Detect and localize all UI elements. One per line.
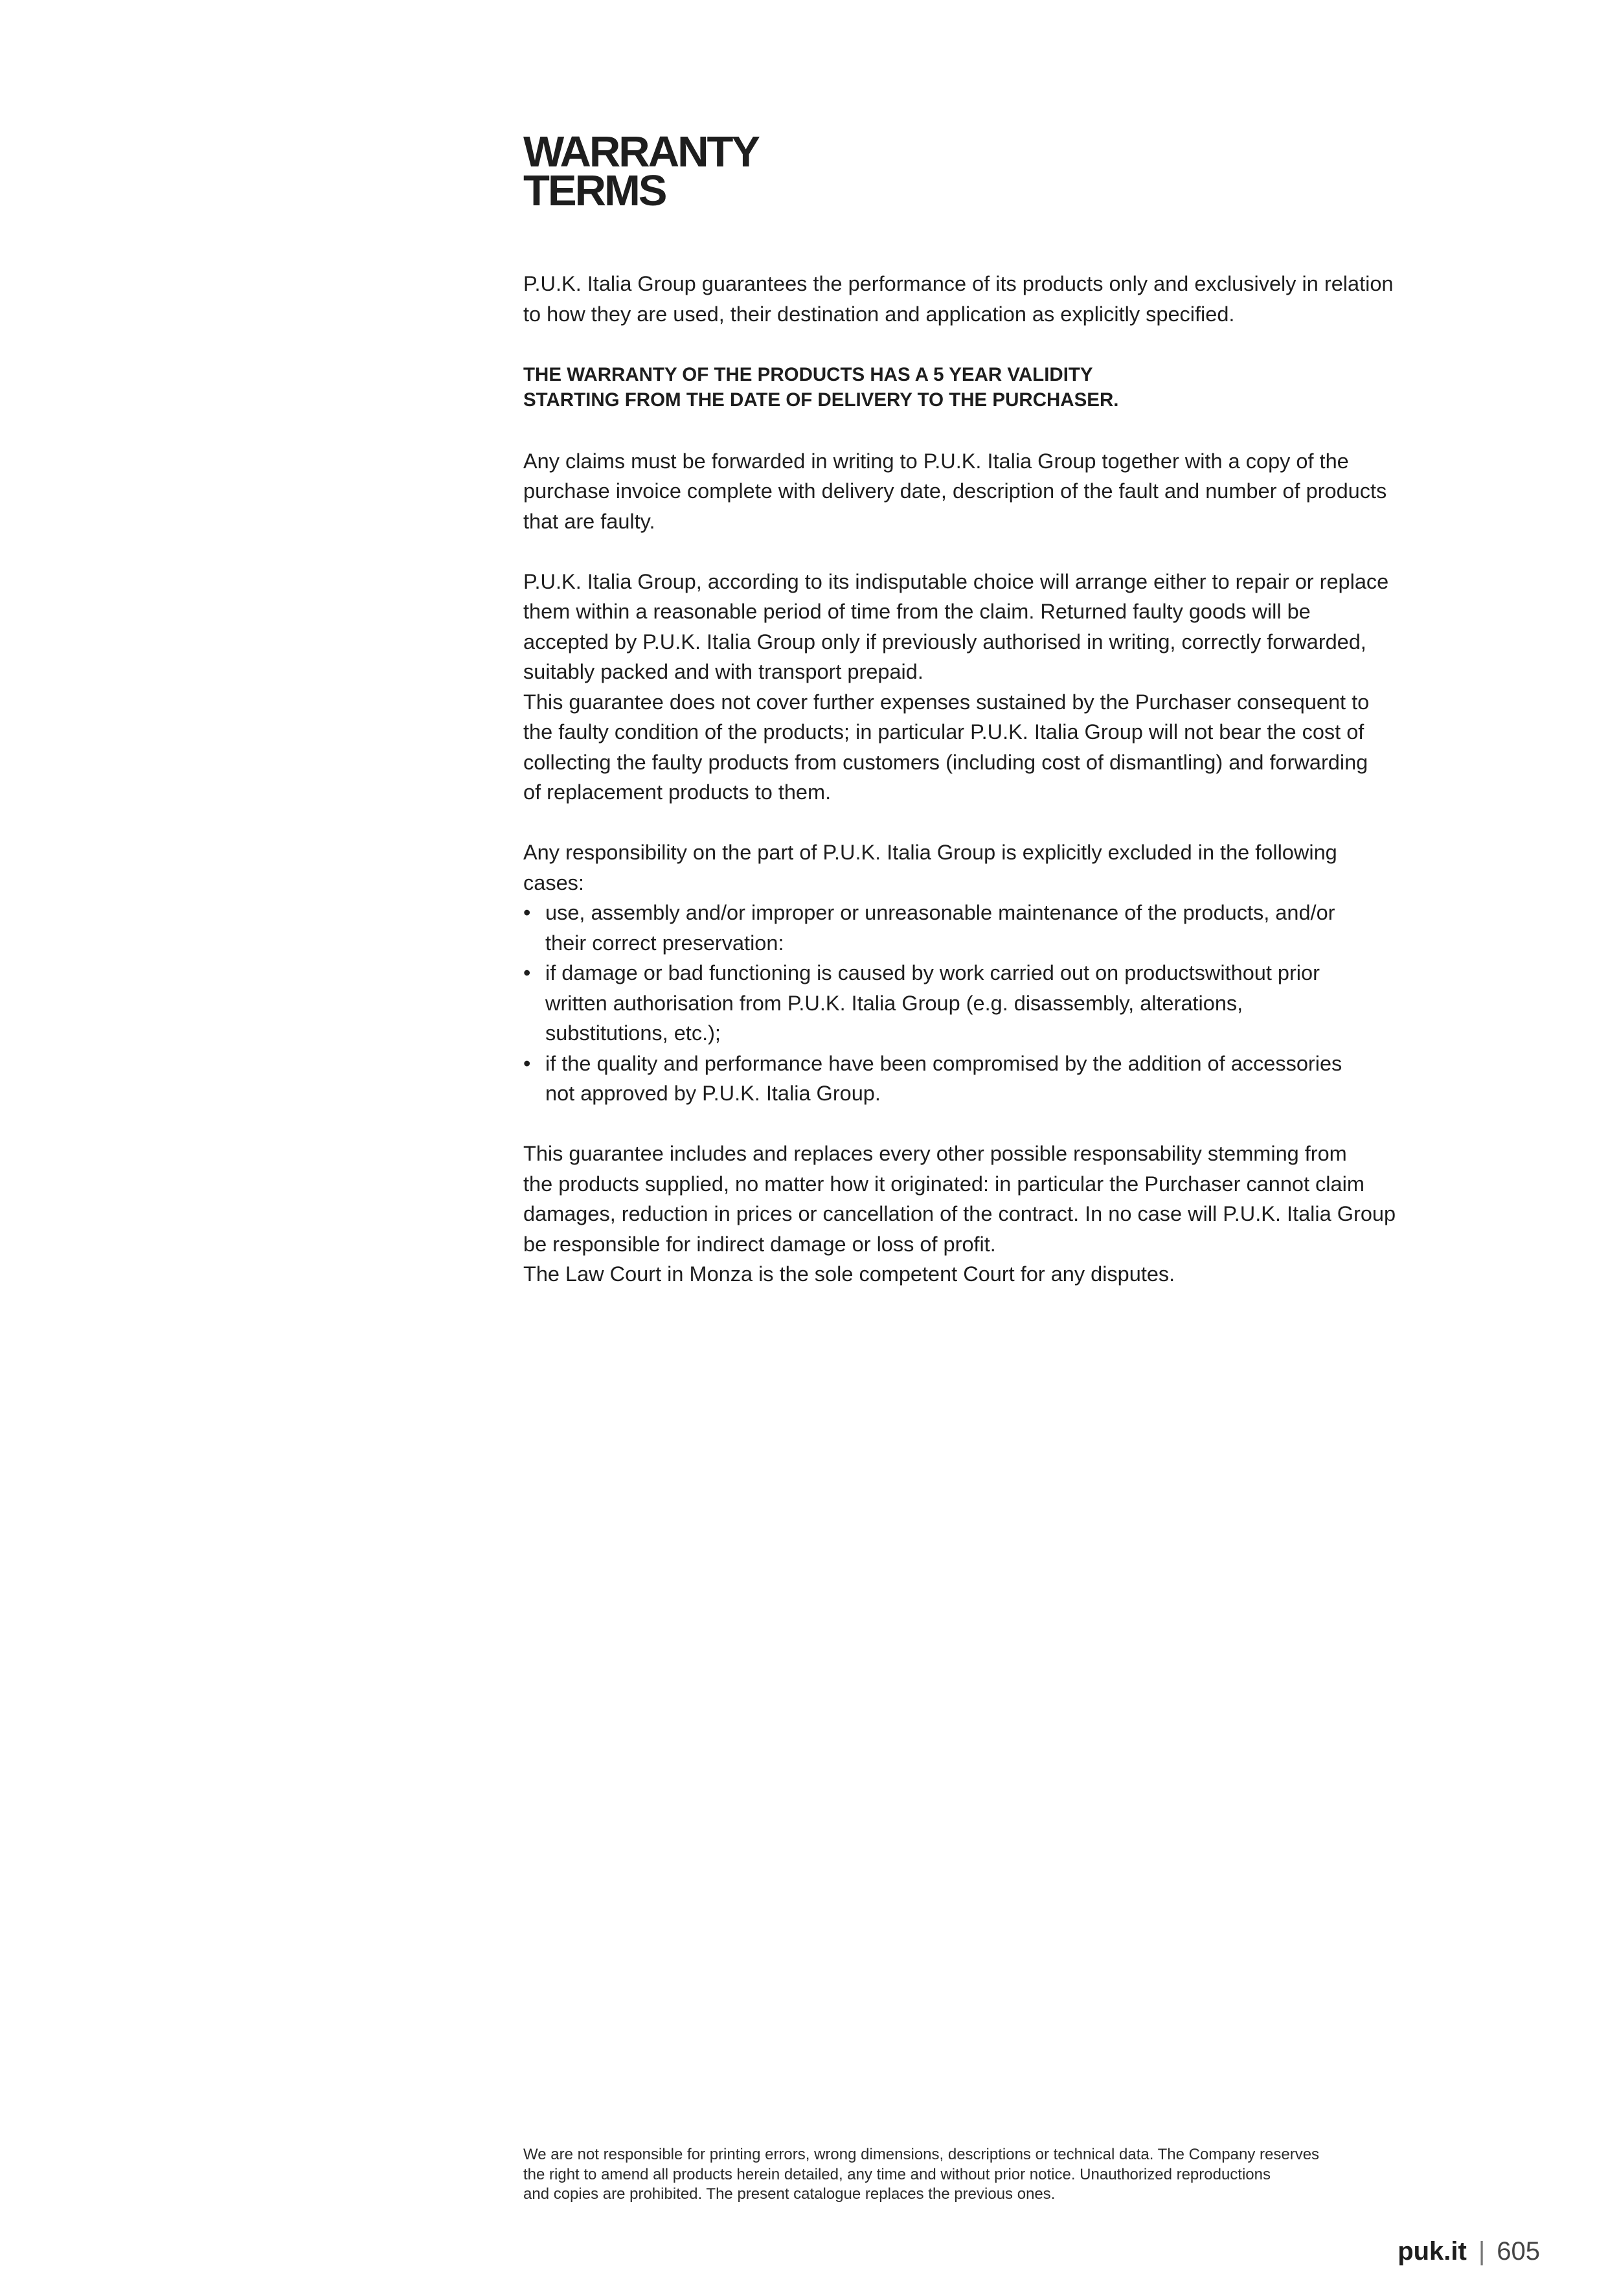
text-line: P.U.K. Italia Group, according to its indisputable choice will arrange either to repair or replace: [523, 569, 1389, 593]
closing-paragraph: [523, 1139, 1495, 1290]
exclusions-list: [523, 898, 1495, 1109]
validity-notice: [523, 359, 1495, 413]
text-line: to how they are used, their destination and application as explicitly specified.: [523, 302, 1235, 326]
repair-paragraph: [523, 567, 1495, 808]
text-line: their correct preservation:: [545, 931, 784, 955]
disclaimer: [523, 2145, 1495, 2205]
footer-separator: |: [1478, 2237, 1486, 2266]
page-footer: [1398, 2236, 1540, 2267]
title-line: TERMS: [523, 166, 666, 215]
list-item: [523, 1049, 1495, 1109]
text-line: This guarantee includes and replaces every other possible responsability stemming from: [523, 1142, 1347, 1165]
text-line: purchase invoice complete with delivery date, description of the fault and number of products: [523, 479, 1387, 503]
bullet-icon: •: [523, 901, 531, 924]
title-line: WARRANTY: [523, 128, 759, 176]
text-line: accepted by P.U.K. Italia Group only if previously authorised in writing, correctly forwarded,: [523, 630, 1366, 654]
text-line: THE WARRANTY OF THE PRODUCTS HAS A 5 YEAR VALIDITY: [523, 363, 1093, 385]
warranty-section: [523, 128, 1495, 1290]
text-line: not approved by P.U.K. Italia Group.: [545, 1082, 881, 1105]
list-item: [523, 898, 1495, 958]
text-line: Any responsibility on the part of P.U.K. Italia Group is explicitly excluded in the following: [523, 841, 1337, 864]
page-number: 605: [1497, 2237, 1540, 2266]
text-line: the faulty condition of the products; in particular P.U.K. Italia Group will not bear the cost of: [523, 720, 1364, 744]
page-title: [523, 128, 1495, 215]
text-line: if damage or bad functioning is caused by work carried out on productswithout prior: [545, 961, 1320, 984]
text-line: use, assembly and/or improper or unreasonable maintenance of the products, and/or: [545, 901, 1335, 924]
text-line: suitably packed and with transport prepaid.: [523, 660, 923, 683]
text-line: if the quality and performance have been compromised by the addition of accessories: [545, 1051, 1342, 1075]
text-line: The Law Court in Monza is the sole competent Court for any disputes.: [523, 1262, 1175, 1286]
claims-paragraph: [523, 446, 1495, 537]
text-line: P.U.K. Italia Group guarantees the performance of its products only and exclusively in relation: [523, 272, 1394, 295]
text-line: cases:: [523, 870, 584, 894]
text-line: of replacement products to them.: [523, 780, 832, 804]
text-line: damages, reduction in prices or cancellation of the contract. In no case will P.U.K. Italia Group: [523, 1202, 1396, 1225]
text-line: We are not responsible for printing errors, wrong dimensions, descriptions or technical data. The Company reserves: [523, 2146, 1320, 2163]
text-line: be responsible for indirect damage or loss of profit.: [523, 1232, 996, 1256]
website-link[interactable]: puk.it: [1398, 2237, 1467, 2266]
text-line: written authorisation from P.U.K. Italia Group (e.g. disassembly, alterations,: [545, 991, 1243, 1015]
list-item: [523, 958, 1495, 1049]
exclusions-intro: [523, 837, 1495, 898]
warranty-body: [523, 269, 1495, 1290]
text-line: STARTING FROM THE DATE OF DELIVERY TO THE PURCHASER.: [523, 389, 1119, 411]
bullet-icon: •: [523, 1051, 531, 1075]
text-line: that are faulty.: [523, 509, 655, 533]
text-line: Any claims must be forwarded in writing to P.U.K. Italia Group together with a copy of the: [523, 449, 1349, 473]
intro-paragraph: [523, 269, 1495, 329]
text-line: collecting the faulty products from customers (including cost of dismantling) and forwarding: [523, 750, 1368, 774]
bullet-icon: •: [523, 961, 531, 984]
text-line: and copies are prohibited. The present catalogue replaces the previous ones.: [523, 2185, 1056, 2203]
text-line: This guarantee does not cover further expenses sustained by the Purchaser consequent to: [523, 690, 1370, 714]
text-line: substitutions, etc.);: [545, 1021, 721, 1045]
text-line: the right to amend all products herein detailed, any time and without prior notice. Unauthorized reproductions: [523, 2165, 1271, 2183]
text-line: the products supplied, no matter how it originated: in particular the Purchaser cannot claim: [523, 1172, 1364, 1196]
text-line: them within a reasonable period of time from the claim. Returned faulty goods will be: [523, 600, 1311, 623]
